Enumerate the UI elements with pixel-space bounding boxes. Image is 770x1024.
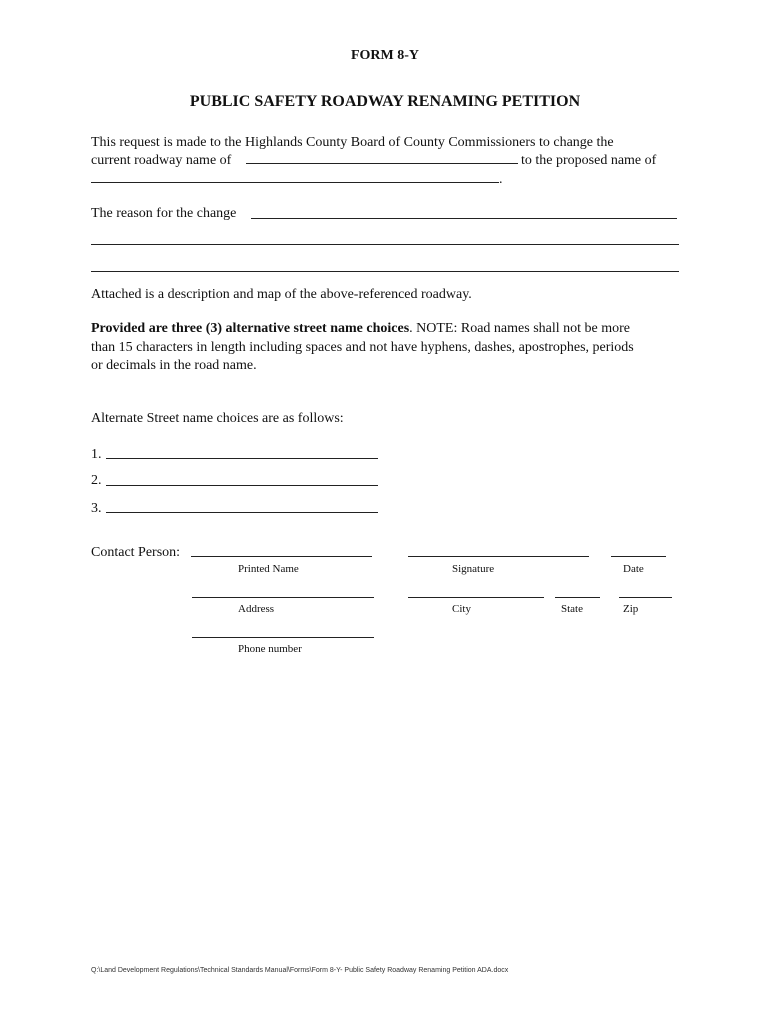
request-line-2-start: current roadway name of bbox=[91, 153, 232, 168]
provided-note-text: . NOTE: Road names shall not be more bbox=[409, 321, 630, 336]
state-field[interactable] bbox=[555, 597, 600, 598]
choice-3-number: 3. bbox=[91, 501, 102, 516]
signature-label: Signature bbox=[452, 563, 495, 575]
phone-number-field[interactable] bbox=[192, 637, 374, 638]
zip-field[interactable] bbox=[619, 597, 672, 598]
request-line-1: This request is made to the Highlands County Board of County Commissioners to change the bbox=[91, 135, 614, 150]
footer-file-path: Q:\Land Development Regulations\Technical Standards Manual\Forms\Form 8-Y- Public Safety Roadway Renaming Petition ADA.docx bbox=[91, 967, 509, 974]
date-field[interactable] bbox=[611, 556, 666, 557]
city-label: City bbox=[452, 603, 471, 615]
form-title: PUBLIC SAFETY ROADWAY RENAMING PETITION bbox=[189, 93, 581, 110]
choice-3-field[interactable] bbox=[106, 512, 378, 513]
request-line-3-end: . bbox=[499, 172, 503, 187]
attached-text: Attached is a description and map of the above-referenced roadway. bbox=[91, 287, 472, 302]
reason-field-line-3[interactable] bbox=[91, 271, 679, 272]
current-roadway-name-field[interactable] bbox=[246, 163, 518, 164]
provided-line-1 bbox=[91, 321, 630, 337]
proposed-name-field[interactable] bbox=[91, 182, 499, 183]
printed-name-field[interactable] bbox=[191, 556, 372, 557]
reason-field-line-2[interactable] bbox=[91, 244, 679, 245]
reason-label: The reason for the change bbox=[91, 206, 237, 221]
choice-1-field[interactable] bbox=[106, 458, 378, 459]
contact-person-label: Contact Person: bbox=[91, 545, 181, 560]
choice-1-number: 1. bbox=[91, 447, 102, 462]
printed-name-label: Printed Name bbox=[238, 563, 299, 575]
signature-field[interactable] bbox=[408, 556, 589, 557]
date-label: Date bbox=[623, 563, 644, 575]
choice-2-number: 2. bbox=[91, 473, 102, 488]
provided-line-3: or decimals in the road name. bbox=[91, 358, 257, 373]
provided-line-2: than 15 characters in length including spaces and not have hyphens, dashes, apostrophes, periods bbox=[91, 340, 634, 355]
phone-number-label: Phone number bbox=[238, 643, 302, 655]
alternate-intro: Alternate Street name choices are as follows: bbox=[91, 411, 344, 426]
provided-bold-text: Provided are three (3) alternative street name choices bbox=[91, 321, 410, 336]
city-field[interactable] bbox=[408, 597, 544, 598]
request-line-2-end: to the proposed name of bbox=[521, 153, 657, 168]
zip-label: Zip bbox=[623, 603, 639, 615]
address-field[interactable] bbox=[192, 597, 374, 598]
choice-2-field[interactable] bbox=[106, 485, 378, 486]
reason-field-line-1[interactable] bbox=[251, 218, 677, 219]
form-id: FORM 8-Y bbox=[350, 48, 420, 63]
state-label: State bbox=[561, 603, 583, 615]
address-label: Address bbox=[238, 603, 275, 615]
